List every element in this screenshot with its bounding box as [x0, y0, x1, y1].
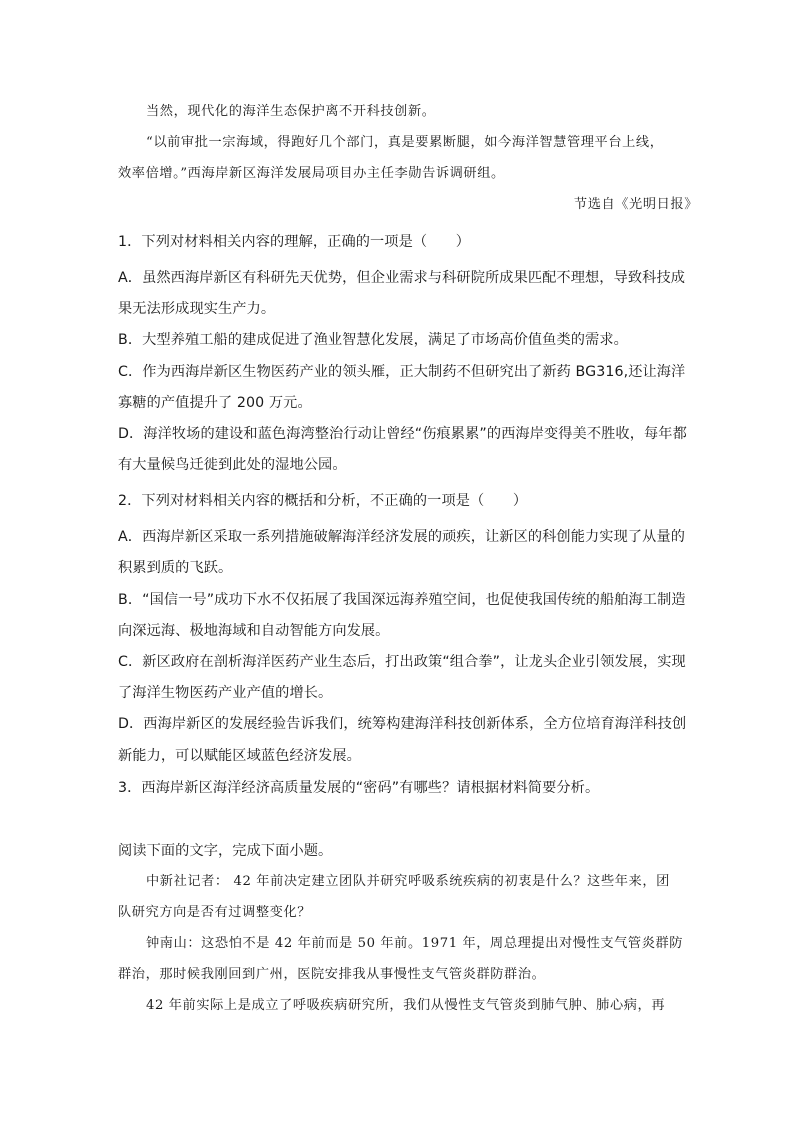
question-2-option-d-line-2: 新能力，可以赋能区域蓝色经济发展。 [118, 748, 361, 764]
question-1-option-a-line-2: 果无法形成现实生产力。 [118, 301, 276, 317]
passage1-source: 节选自《光明日报》 [573, 197, 698, 212]
question-1-option-b: B．大型养殖工船的建成促进了渔业智慧化发展，满足了市场高价值鱼类的需求。 [118, 332, 628, 348]
question-1-stem: 1．下列对材料相关内容的理解，正确的一项是（ ） [118, 234, 471, 250]
passage2-paragraph-2-line-2: 群治，那时候我刚回到广州，医院安排我从事慢性支气管炎群防群治。 [118, 967, 546, 982]
question-1-option-d-line-1: D．海洋牧场的建设和蓝色海湾整治行动让曾经“伤痕累累”的西海岸变得美不胜收，每年都 [118, 426, 687, 442]
question-2-option-b-line-1: B．“国信一号”成功下水不仅拓展了我国深远海养殖空间，也促使我国传统的船舶海工制造 [118, 592, 686, 608]
question-1-option-a-line-1: A．虽然西海岸新区有科研先天优势，但企业需求与科研院所成果匹配不理想，导致科技成 [118, 270, 686, 286]
question-2-option-a-line-1: A．西海岸新区采取一系列措施破解海洋经济发展的顽疾，让新区的科创能力实现了从量的 [118, 529, 686, 545]
question-3-stem: 3．西海岸新区海洋经济高质量发展的“密码”有哪些？请根据材料简要分析。 [118, 780, 600, 796]
passage2-paragraph-1-line-1: 中新社记者： 42 年前决定建立团队并研究呼吸系统疾病的初衷是什么？这些年来，团 [146, 874, 670, 889]
question-2-option-c-line-2: 了海洋生物医药产业产值的增长。 [118, 685, 333, 701]
passage2-intro: 阅读下面的文字，完成下面小题。 [118, 843, 333, 859]
question-1-option-c-line-1: C．作为西海岸新区生物医药产业的领头雁，正大制药不但研究出了新药 BG316,还让海洋 [118, 364, 686, 380]
passage2-paragraph-3-line-1: 42 年前实际上是成立了呼吸疾病研究所，我们从慢性支气管炎到肺气肿、肺心病，再 [146, 998, 666, 1013]
passage1-paragraph-2-line-1: “以前审批一宗海域，得跑好几个部门，真是要累断腿，如今海洋智慧管理平台上线， [146, 135, 664, 150]
question-2-option-a-line-2: 积累到质的飞跃。 [118, 560, 233, 576]
question-2-option-b-line-2: 向深远海、极地海域和自动智能方向发展。 [118, 623, 390, 639]
passage1-paragraph-1: 当然，现代化的海洋生态保护离不开科技创新。 [146, 104, 436, 119]
passage2-paragraph-2-line-1: 钟南山：这恐怕不是 42 年前而是 50 年前。1971 年，周总理提出对慢性支气管炎群防 [146, 936, 684, 951]
question-2-stem: 2．下列对材料相关内容的概括和分析，不正确的一项是（ ） [118, 493, 528, 509]
question-2-option-c-line-1: C．新区政府在剖析海洋医药产业生态后，打出政策“组合拳”，让龙头企业引领发展，实现 [118, 654, 686, 670]
passage1-paragraph-2-line-2: 效率倍增。”西海岸新区海洋发展局项目办主任李勋告诉调研组。 [118, 166, 505, 181]
question-1-option-d-line-2: 有大量候鸟迁徙到此处的湿地公园。 [118, 457, 347, 473]
question-2-option-d-line-1: D．西海岸新区的发展经验告诉我们，统筹构建海洋科技创新体系，全方位培育海洋科技创 [118, 716, 687, 732]
question-1-option-c-line-2: 寡糖的产值提升了 200 万元。 [118, 395, 312, 411]
passage2-paragraph-1-line-2: 队研究方向是否有过调整变化？ [118, 905, 312, 920]
